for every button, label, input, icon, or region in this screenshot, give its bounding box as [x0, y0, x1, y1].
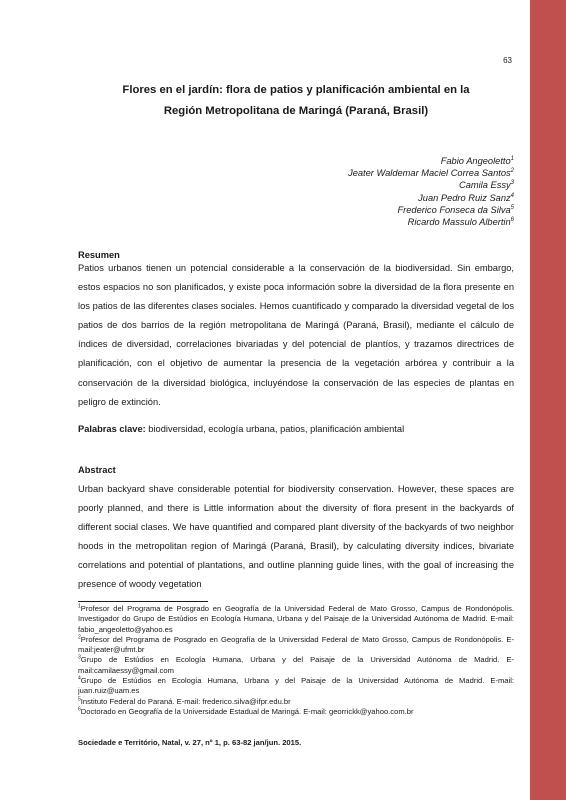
footnote: $^1$Profesor del Programa de Posgrado en Geografía de la Universidad Federal de Mato Grosso, Campus de Rondonópolis. Investigador do Grupo de Estúdios en Ecología Humana, Urbana y del Paisaje de la Universidad Autónoma de Madrid. E-mail: fabio_angeoletto@yahoo.es [78, 603, 514, 634]
footnote: $^6$Doctorado en Geografía de la Universidade Estadual de Maringá. E-mail: georrickk@yahoo.com.br [78, 706, 414, 716]
author: Fabio Angeoletto$^1$ [440, 155, 514, 166]
title-line-1: Flores en el jardín: flora de patios y planificación ambiental en la [122, 84, 470, 96]
keywords-text: biodiversidad, ecología urbana, patios, planificación ambiental [145, 424, 405, 434]
footnote: $^4$Grupo de Estúdios en Ecología Humana, Urbana y del Paisaje de la Universidad Autónoma de Madrid. E-mail: juan.ruiz@uam.es [78, 675, 514, 696]
footnote: $^2$Profesor del Programa de Posgrado en Geografía de la Universidad Federal de Mato Grosso, Campus de Rondonópolis. E-mail:jeater@ufmt.br [78, 634, 514, 655]
decorative-sidebar [530, 0, 566, 800]
footnote-divider [78, 601, 208, 602]
article-title [78, 80, 514, 122]
author-list [348, 155, 514, 228]
page-number: 63 [503, 56, 512, 65]
footnote: $^5$Instituto Federal do Paraná. E-mail: frederico.silva@ifpr.edu.br [78, 696, 291, 706]
footnote: $^3$Grupo de Estúdios en Ecología Humana, Urbana y del Paisaje de la Universidad Autónoma de Madrid. E-mail:camilaessy@gmail.com [78, 654, 514, 675]
author: Frederico Fonseca da Silva$^5$ [397, 204, 514, 215]
author: Juan Pedro Ruiz Sanz$^4$ [418, 192, 514, 203]
abstract-heading: Abstract [78, 465, 116, 475]
author: Ricardo Massulo Albertin$^6$ [407, 216, 514, 228]
resumen-heading: Resumen [78, 250, 120, 260]
footnotes [78, 604, 514, 717]
keywords-label: Palabras clave: [78, 424, 146, 434]
title-line-2: Región Metropolitana de Maringá (Paraná, Brasil) [163, 105, 429, 117]
abstract-text: Urban backyard shave considerable potential for biodiversity conservation. However, these spaces are poorly planned, and there is Little information about the diversity of flora present in the backyards of different social clases. We have quantified and compared plant diversity of the backyards of two neighbor hoods in the metropolitan region of Maringá (Paraná, Brasil), by calculating diversity indices, bivariate correlations and potential of plantations, and outline planning guide lines, with the goal of increasing the presence of woody vegetation [78, 484, 514, 590]
keywords [78, 424, 404, 434]
resumen-text: Patios urbanos tienen un potencial considerable a la conservación de la biodiversidad. Sin embargo, estos espacios no son planificados, y existe poca información sobre la diversidad de la flora presente en los patios de las diferentes clases sociales. Hemos cuantificado y comparado la diversidad vegetal de los patios de dos barrios de la región metropolitana de Maringá (Paraná, Brasil), mediante el cálculo de índices de diversidad, correlaciones bivariadas y del potencial de plantíos, y trazamos directrices de planificación, con el objetivo de aumentar la presencia de la vegetación arbórea y contribuir a la conservación de la diversidad biológica, incluyéndose la conservación de las especies de plantas en peligro de extinción. [78, 263, 514, 407]
journal-citation: Sociedade e Território, Natal, v. 27, nº 1, p. 63-82 jan/jun. 2015. [78, 738, 302, 747]
author: Jeater Waldemar Maciel Correa Santos$^2$ [348, 168, 514, 179]
author: Camila Essy$^3$ [458, 180, 514, 191]
